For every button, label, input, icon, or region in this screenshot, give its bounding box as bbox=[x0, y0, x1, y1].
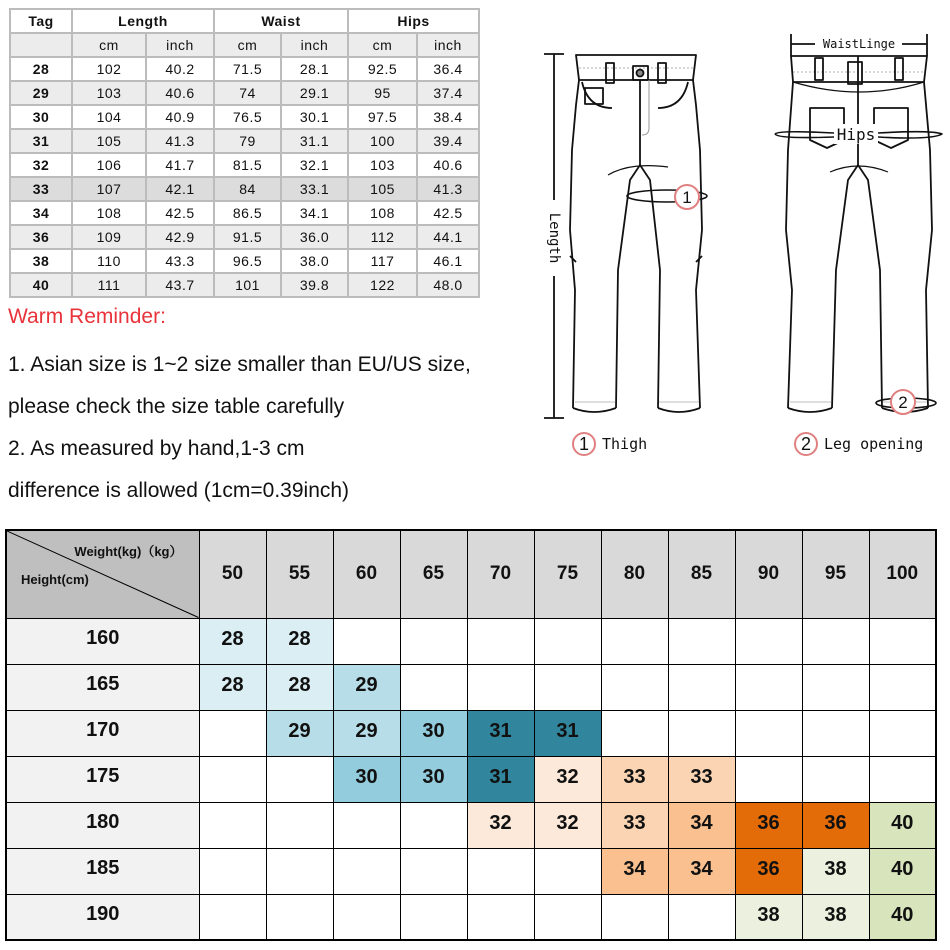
length-in-cell: 41.7 bbox=[146, 153, 214, 177]
pants-measurement-diagram bbox=[530, 0, 950, 470]
height-cell: 175 bbox=[6, 756, 199, 802]
hips-in-cell: 36.4 bbox=[417, 57, 479, 81]
empty-cell bbox=[869, 756, 936, 802]
waist-in-cell: 29.1 bbox=[281, 81, 348, 105]
hips-cm-cell: 108 bbox=[348, 201, 417, 225]
size-cell: 29 bbox=[333, 710, 400, 756]
weight-header-cell: 70 bbox=[467, 530, 534, 618]
waist-in-cell: 39.8 bbox=[281, 273, 348, 297]
waist-in-cell: 31.1 bbox=[281, 129, 348, 153]
measurement-row bbox=[10, 177, 479, 201]
size-cell: 40 bbox=[869, 802, 936, 848]
weight-header-cell: 85 bbox=[668, 530, 735, 618]
height-cell: 160 bbox=[6, 618, 199, 664]
size-tag-cell: 36 bbox=[10, 225, 72, 249]
empty-cell bbox=[869, 664, 936, 710]
hips-label: Hips bbox=[836, 125, 876, 144]
waist-in-cell: 30.1 bbox=[281, 105, 348, 129]
size-cell: 36 bbox=[735, 802, 802, 848]
size-cell: 28 bbox=[266, 618, 333, 664]
empty-cell bbox=[668, 664, 735, 710]
height-cell: 185 bbox=[6, 848, 199, 894]
size-cell: 33 bbox=[601, 756, 668, 802]
size-cell: 38 bbox=[802, 894, 869, 940]
height-cell: 165 bbox=[6, 664, 199, 710]
empty-cell bbox=[199, 848, 266, 894]
size-tag-cell: 40 bbox=[10, 273, 72, 297]
empty-cell bbox=[601, 664, 668, 710]
header-length: Length bbox=[72, 9, 214, 33]
empty-cell bbox=[534, 848, 601, 894]
size-tag-cell: 28 bbox=[10, 57, 72, 81]
empty-cell bbox=[735, 710, 802, 756]
length-in-cell: 42.5 bbox=[146, 201, 214, 225]
size-chart-row bbox=[6, 710, 936, 756]
size-cell: 34 bbox=[601, 848, 668, 894]
size-tag-cell: 33 bbox=[10, 177, 72, 201]
size-cell: 34 bbox=[668, 802, 735, 848]
hips-cm-cell: 122 bbox=[348, 273, 417, 297]
measurement-row bbox=[10, 273, 479, 297]
length-cm-cell: 104 bbox=[72, 105, 146, 129]
hips-in-cell: 48.0 bbox=[417, 273, 479, 297]
unit-cell: inch bbox=[281, 33, 348, 57]
length-cm-cell: 108 bbox=[72, 201, 146, 225]
hips-cm-cell: 100 bbox=[348, 129, 417, 153]
empty-cell bbox=[534, 664, 601, 710]
length-cm-cell: 110 bbox=[72, 249, 146, 273]
size-cell: 28 bbox=[199, 618, 266, 664]
length-label: Length bbox=[546, 212, 562, 264]
empty-cell bbox=[266, 848, 333, 894]
empty-cell bbox=[601, 618, 668, 664]
front-pants bbox=[570, 55, 707, 412]
length-cm-cell: 103 bbox=[72, 81, 146, 105]
length-in-cell: 41.3 bbox=[146, 129, 214, 153]
waist-in-cell: 34.1 bbox=[281, 201, 348, 225]
measurement-table bbox=[9, 8, 480, 298]
unit-cell bbox=[10, 33, 72, 57]
size-cell: 28 bbox=[199, 664, 266, 710]
waist-cm-cell: 101 bbox=[214, 273, 281, 297]
size-chart-row bbox=[6, 802, 936, 848]
measurement-header-row bbox=[10, 9, 479, 33]
empty-cell bbox=[400, 848, 467, 894]
empty-cell bbox=[199, 756, 266, 802]
size-chart-row bbox=[6, 894, 936, 940]
unit-cell: cm bbox=[348, 33, 417, 57]
empty-cell bbox=[869, 710, 936, 756]
size-chart-row bbox=[6, 848, 936, 894]
legend-leg-opening bbox=[794, 432, 923, 456]
size-cell: 33 bbox=[668, 756, 735, 802]
hips-in-cell: 38.4 bbox=[417, 105, 479, 129]
size-cell: 30 bbox=[400, 710, 467, 756]
measurement-row bbox=[10, 129, 479, 153]
waist-in-cell: 36.0 bbox=[281, 225, 348, 249]
empty-cell bbox=[266, 894, 333, 940]
size-tag-cell: 29 bbox=[10, 81, 72, 105]
size-cell: 38 bbox=[802, 848, 869, 894]
height-axis-label: Height(cm) bbox=[21, 572, 89, 587]
length-cm-cell: 109 bbox=[72, 225, 146, 249]
size-tag-cell: 31 bbox=[10, 129, 72, 153]
empty-cell bbox=[400, 802, 467, 848]
size-cell: 36 bbox=[735, 848, 802, 894]
size-cell: 29 bbox=[333, 664, 400, 710]
waist-cm-cell: 86.5 bbox=[214, 201, 281, 225]
hips-cm-cell: 95 bbox=[348, 81, 417, 105]
weight-header-cell: 80 bbox=[601, 530, 668, 618]
size-cell: 30 bbox=[400, 756, 467, 802]
empty-cell bbox=[735, 664, 802, 710]
unit-row bbox=[10, 33, 479, 57]
weight-header-cell: 50 bbox=[199, 530, 266, 618]
waist-cm-cell: 84 bbox=[214, 177, 281, 201]
empty-cell bbox=[802, 756, 869, 802]
unit-cell: cm bbox=[214, 33, 281, 57]
length-cm-cell: 107 bbox=[72, 177, 146, 201]
weight-axis-label: Weight(kg)（kg） bbox=[74, 544, 183, 559]
empty-cell bbox=[467, 848, 534, 894]
hips-in-cell: 40.6 bbox=[417, 153, 479, 177]
empty-cell bbox=[333, 894, 400, 940]
empty-cell bbox=[534, 618, 601, 664]
hips-cm-cell: 97.5 bbox=[348, 105, 417, 129]
empty-cell bbox=[869, 618, 936, 664]
length-in-cell: 40.9 bbox=[146, 105, 214, 129]
back-pants bbox=[775, 34, 942, 412]
size-cell: 28 bbox=[266, 664, 333, 710]
empty-cell bbox=[601, 710, 668, 756]
length-cm-cell: 102 bbox=[72, 57, 146, 81]
measurement-row bbox=[10, 57, 479, 81]
size-chart-row bbox=[6, 664, 936, 710]
weight-header-cell: 55 bbox=[266, 530, 333, 618]
size-tag-cell: 32 bbox=[10, 153, 72, 177]
unit-cell: inch bbox=[417, 33, 479, 57]
empty-cell bbox=[802, 664, 869, 710]
measurement-row bbox=[10, 249, 479, 273]
reminder-line: please check the size table carefully bbox=[8, 395, 345, 418]
height-cell: 170 bbox=[6, 710, 199, 756]
header-waist: Waist bbox=[214, 9, 348, 33]
reminder-title: Warm Reminder: bbox=[8, 305, 166, 328]
empty-cell bbox=[467, 618, 534, 664]
size-cell: 38 bbox=[735, 894, 802, 940]
weight-header-row bbox=[6, 530, 936, 618]
waist-in-cell: 33.1 bbox=[281, 177, 348, 201]
waist-cm-cell: 91.5 bbox=[214, 225, 281, 249]
waist-cm-cell: 71.5 bbox=[214, 57, 281, 81]
measurement-row bbox=[10, 201, 479, 225]
weight-header-cell: 90 bbox=[735, 530, 802, 618]
size-cell: 31 bbox=[467, 710, 534, 756]
length-in-cell: 42.9 bbox=[146, 225, 214, 249]
unit-cell: inch bbox=[146, 33, 214, 57]
length-cm-cell: 111 bbox=[72, 273, 146, 297]
size-cell: 33 bbox=[601, 802, 668, 848]
warm-reminder bbox=[8, 304, 533, 512]
hips-cm-cell: 103 bbox=[348, 153, 417, 177]
height-cell: 180 bbox=[6, 802, 199, 848]
waist-cm-cell: 96.5 bbox=[214, 249, 281, 273]
empty-cell bbox=[668, 710, 735, 756]
length-in-cell: 43.7 bbox=[146, 273, 214, 297]
length-in-cell: 40.6 bbox=[146, 81, 214, 105]
waist-cm-cell: 76.5 bbox=[214, 105, 281, 129]
size-cell: 31 bbox=[467, 756, 534, 802]
empty-cell bbox=[802, 710, 869, 756]
leg-opening-marker bbox=[891, 390, 915, 414]
empty-cell bbox=[199, 894, 266, 940]
empty-cell bbox=[199, 802, 266, 848]
size-cell: 40 bbox=[869, 894, 936, 940]
empty-cell bbox=[534, 894, 601, 940]
legend-thigh bbox=[572, 432, 647, 456]
pants-illustration bbox=[530, 0, 950, 470]
svg-text:1: 1 bbox=[682, 188, 692, 207]
hips-in-cell: 37.4 bbox=[417, 81, 479, 105]
empty-cell bbox=[400, 664, 467, 710]
empty-cell bbox=[601, 894, 668, 940]
hips-in-cell: 39.4 bbox=[417, 129, 479, 153]
weight-header-cell: 65 bbox=[400, 530, 467, 618]
length-in-cell: 43.3 bbox=[146, 249, 214, 273]
length-in-cell: 40.2 bbox=[146, 57, 214, 81]
length-cm-cell: 105 bbox=[72, 129, 146, 153]
empty-cell bbox=[333, 848, 400, 894]
empty-cell bbox=[668, 894, 735, 940]
waist-in-cell: 28.1 bbox=[281, 57, 348, 81]
reminder-line: difference is allowed (1cm=0.39inch) bbox=[8, 479, 350, 502]
header-tag: Tag bbox=[10, 9, 72, 33]
measurement-row bbox=[10, 153, 479, 177]
hips-cm-cell: 105 bbox=[348, 177, 417, 201]
size-cell: 32 bbox=[467, 802, 534, 848]
waist-cm-cell: 79 bbox=[214, 129, 281, 153]
legend-thigh-label: Thigh bbox=[602, 435, 648, 453]
hips-cm-cell: 92.5 bbox=[348, 57, 417, 81]
size-cell: 32 bbox=[534, 802, 601, 848]
hips-cm-cell: 112 bbox=[348, 225, 417, 249]
empty-cell bbox=[467, 664, 534, 710]
svg-text:2: 2 bbox=[898, 393, 908, 412]
weight-header-cell: 100 bbox=[869, 530, 936, 618]
thigh-marker bbox=[675, 185, 699, 209]
height-cell: 190 bbox=[6, 894, 199, 940]
number-one-icon: 1 bbox=[572, 432, 596, 456]
empty-cell bbox=[802, 618, 869, 664]
size-cell: 31 bbox=[534, 710, 601, 756]
header-hips: Hips bbox=[348, 9, 479, 33]
size-cell: 34 bbox=[668, 848, 735, 894]
measurement-row bbox=[10, 225, 479, 249]
empty-cell bbox=[266, 756, 333, 802]
size-cell: 36 bbox=[802, 802, 869, 848]
empty-cell bbox=[333, 802, 400, 848]
waist-in-cell: 38.0 bbox=[281, 249, 348, 273]
size-cell: 32 bbox=[534, 756, 601, 802]
size-chart-row bbox=[6, 618, 936, 664]
empty-cell bbox=[400, 894, 467, 940]
waist-in-cell: 32.1 bbox=[281, 153, 348, 177]
size-cell: 30 bbox=[333, 756, 400, 802]
unit-cell: cm bbox=[72, 33, 146, 57]
waist-cm-cell: 81.5 bbox=[214, 153, 281, 177]
waist-label: WaistLinge bbox=[822, 37, 896, 51]
empty-cell bbox=[735, 756, 802, 802]
length-in-cell: 42.1 bbox=[146, 177, 214, 201]
weight-header-cell: 75 bbox=[534, 530, 601, 618]
size-tag-cell: 38 bbox=[10, 249, 72, 273]
length-cm-cell: 106 bbox=[72, 153, 146, 177]
size-tag-cell: 34 bbox=[10, 201, 72, 225]
measurement-row bbox=[10, 105, 479, 129]
number-two-icon: 2 bbox=[794, 432, 818, 456]
corner-header bbox=[6, 530, 199, 618]
hips-cm-cell: 117 bbox=[348, 249, 417, 273]
height-weight-size-chart bbox=[5, 529, 937, 941]
reminder-line: 1. Asian size is 1~2 size smaller than EU/US size, bbox=[8, 353, 471, 376]
size-cell: 29 bbox=[266, 710, 333, 756]
empty-cell bbox=[735, 618, 802, 664]
hips-in-cell: 42.5 bbox=[417, 201, 479, 225]
empty-cell bbox=[199, 710, 266, 756]
hips-in-cell: 44.1 bbox=[417, 225, 479, 249]
size-tag-cell: 30 bbox=[10, 105, 72, 129]
weight-header-cell: 60 bbox=[333, 530, 400, 618]
legend-leg-opening-label: Leg opening bbox=[824, 435, 924, 453]
empty-cell bbox=[333, 618, 400, 664]
empty-cell bbox=[467, 894, 534, 940]
empty-cell bbox=[400, 618, 467, 664]
hips-in-cell: 46.1 bbox=[417, 249, 479, 273]
size-cell: 40 bbox=[869, 848, 936, 894]
size-chart-row bbox=[6, 756, 936, 802]
empty-cell bbox=[668, 618, 735, 664]
empty-cell bbox=[266, 802, 333, 848]
weight-header-cell: 95 bbox=[802, 530, 869, 618]
measurement-row bbox=[10, 81, 479, 105]
reminder-line: 2. As measured by hand,1-3 cm bbox=[8, 437, 305, 460]
waist-cm-cell: 74 bbox=[214, 81, 281, 105]
hips-in-cell: 41.3 bbox=[417, 177, 479, 201]
